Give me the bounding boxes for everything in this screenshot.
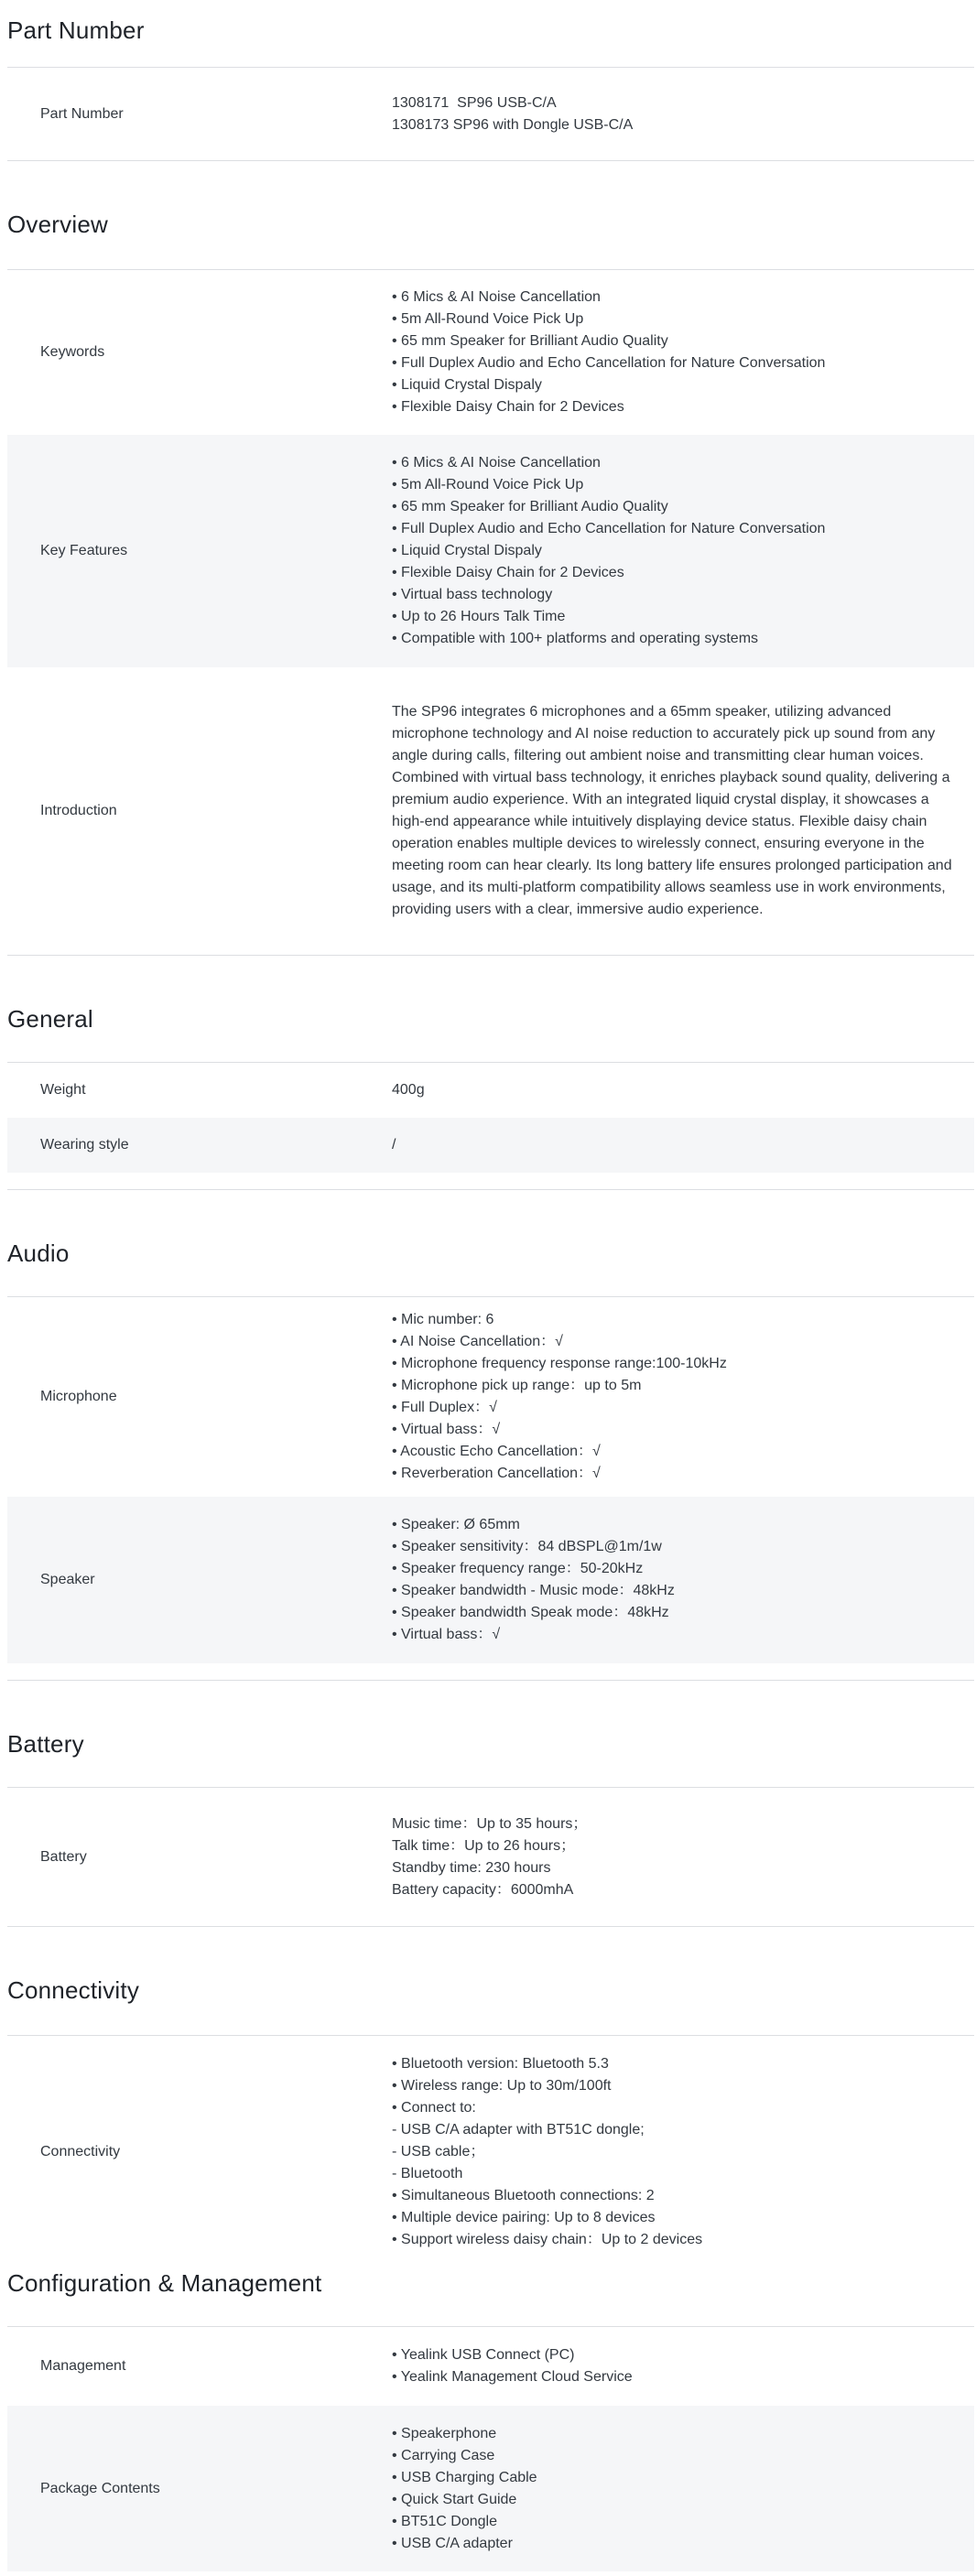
- section-title-battery: Battery: [7, 1681, 974, 1788]
- spec-line: • Connect to:: [392, 2099, 476, 2116]
- spec-value: [392, 2344, 974, 2388]
- spec-line: • AI Noise Cancellation：√: [392, 1334, 563, 1349]
- spec-line: • USB C/A adapter: [392, 2535, 513, 2551]
- spec-line: • Microphone frequency response range:100-10kHz: [392, 1356, 727, 1371]
- spec-line: • Mic number: 6: [392, 1312, 494, 1327]
- spec-line: - Bluetooth: [392, 2165, 463, 2181]
- spec-value: [392, 701, 974, 921]
- spec-line: • Speaker frequency range：50-20kHz: [392, 1561, 644, 1576]
- section-title-audio: Audio: [7, 1190, 974, 1297]
- spec-label: Introduction: [40, 803, 117, 818]
- spec-value: [392, 92, 974, 136]
- spec-line: • Virtual bass：√: [392, 1422, 501, 1437]
- spec-line: • Microphone pick up range：up to 5m: [392, 1378, 642, 1393]
- spec-label: Key Features: [40, 543, 128, 558]
- spec-value: [392, 1309, 974, 1485]
- spec-line: • 5m All-Round Voice Pick Up: [392, 311, 584, 327]
- spec-label: Battery: [40, 1848, 87, 1865]
- spec-line: • Up to 26 Hours Talk Time: [392, 609, 566, 624]
- spec-label: Management: [40, 2358, 126, 2374]
- spec-line: • 6 Mics & AI Noise Cancellation: [392, 289, 601, 305]
- spec-line: • Full Duplex：√: [392, 1400, 497, 1415]
- spec-label: Weight: [40, 1082, 86, 1098]
- spec-row-wearing-style: [7, 1118, 974, 1173]
- spec-line: • Multiple device pairing: Up to 8 devices: [392, 2209, 656, 2225]
- spec-line: • Speaker sensitivity：84 dBSPL@1m/1w: [392, 1539, 662, 1554]
- spec-row-introduction: [7, 667, 974, 955]
- spec-row-connectivity: [7, 2036, 974, 2268]
- section-title-configuration: Configuration & Management: [7, 2268, 974, 2327]
- spec-line: Music time：Up to 35 hours；: [392, 1815, 588, 1832]
- spec-line: /: [392, 1137, 396, 1153]
- spec-line: • Flexible Daisy Chain for 2 Devices: [392, 565, 624, 580]
- section-title-overview: Overview: [7, 161, 974, 270]
- spec-line: • USB Charging Cable: [392, 2469, 537, 2485]
- spec-row-management: [7, 2327, 974, 2406]
- spec-line: • Speaker bandwidth - Music mode：48kHz: [392, 1583, 675, 1598]
- section-title-connectivity: Connectivity: [7, 1927, 974, 2036]
- spec-line: • Liquid Crystal Dispaly: [392, 543, 542, 558]
- spec-line: - USB cable；: [392, 2143, 485, 2159]
- spec-label: Package Contents: [40, 2480, 160, 2496]
- spec-line: • Reverberation Cancellation：√: [392, 1466, 601, 1481]
- spec-line: • Speaker bandwidth Speak mode：48kHz: [392, 1605, 669, 1620]
- spec-row-speaker: [7, 1497, 974, 1663]
- spec-line: 1308173 SP96 with Dongle USB-C/A: [392, 116, 634, 133]
- spec-line: • 65 mm Speaker for Brilliant Audio Quality: [392, 333, 668, 349]
- spec-table-connectivity: [7, 2036, 974, 2268]
- spec-row-part-number: [7, 68, 974, 160]
- spec-line: • Virtual bass technology: [392, 587, 553, 602]
- spec-row-key-features: [7, 435, 974, 667]
- spec-row-microphone: [7, 1297, 974, 1497]
- spec-line: • Yealink Management Cloud Service: [392, 2369, 633, 2385]
- spec-row-weight: [7, 1063, 974, 1118]
- spec-table-part-number: [7, 68, 974, 161]
- spec-value: [392, 287, 974, 418]
- spec-line: • Bluetooth version: Bluetooth 5.3: [392, 2055, 609, 2072]
- spec-line: • Compatible with 100+ platforms and operating systems: [392, 631, 759, 646]
- spec-line: 1308171 SP96 USB-C/A: [392, 94, 557, 111]
- spec-line: • Liquid Crystal Dispaly: [392, 377, 542, 393]
- spec-value: [392, 1134, 974, 1156]
- spec-label: Part Number: [40, 105, 124, 122]
- spec-line: • Flexible Daisy Chain for 2 Devices: [392, 399, 624, 415]
- spec-line: • Support wireless daisy chain：Up to 2 devices: [392, 2231, 703, 2247]
- spec-table-audio: [7, 1297, 974, 1681]
- spec-line: 400g: [392, 1082, 425, 1098]
- spec-line: • BT51C Dongle: [392, 2513, 497, 2529]
- spec-row-keywords: [7, 270, 974, 435]
- spec-line: • Speakerphone: [392, 2425, 497, 2441]
- spec-label: Keywords: [40, 344, 105, 360]
- spec-label: Wearing style: [40, 1137, 129, 1153]
- spec-value: [392, 452, 974, 650]
- spec-line: • Wireless range: Up to 30m/100ft: [392, 2077, 612, 2094]
- spec-value: [392, 2053, 974, 2251]
- spec-line: Talk time：Up to 26 hours；: [392, 1837, 576, 1854]
- spec-value: [392, 1813, 974, 1901]
- spec-table-battery: [7, 1788, 974, 1927]
- spec-value: [392, 1514, 974, 1646]
- spec-line: • Virtual bass：√: [392, 1627, 501, 1642]
- spec-row-battery: [7, 1788, 974, 1926]
- spec-line: • Full Duplex Audio and Echo Cancellation for Nature Conversation: [392, 355, 826, 371]
- spec-table-configuration: [7, 2327, 974, 2571]
- spec-line: Battery capacity：6000mhA: [392, 1881, 574, 1898]
- spec-line: • Yealink USB Connect (PC): [392, 2347, 575, 2363]
- spec-line: • Acoustic Echo Cancellation：√: [392, 1444, 601, 1459]
- spec-line: • Quick Start Guide: [392, 2491, 517, 2507]
- spec-label: Microphone: [40, 1389, 117, 1404]
- spec-line: • 65 mm Speaker for Brilliant Audio Quality: [392, 499, 668, 514]
- spec-line: • Full Duplex Audio and Echo Cancellation for Nature Conversation: [392, 521, 826, 536]
- spec-line: • 6 Mics & AI Noise Cancellation: [392, 455, 601, 471]
- section-title-general: General: [7, 956, 974, 1063]
- spec-table-overview: [7, 270, 974, 956]
- spec-line: - USB C/A adapter with BT51C dongle;: [392, 2121, 645, 2138]
- spec-line: • Speaker: Ø 65mm: [392, 1517, 520, 1532]
- spec-label: Connectivity: [40, 2143, 121, 2159]
- section-title-part-number: Part Number: [7, 0, 974, 68]
- spec-line: • Carrying Case: [392, 2447, 495, 2463]
- spec-value: [392, 2423, 974, 2555]
- spec-table-general: [7, 1063, 974, 1190]
- spec-value: [392, 1079, 974, 1101]
- spec-label: Speaker: [40, 1572, 95, 1587]
- spec-line: • 5m All-Round Voice Pick Up: [392, 477, 584, 492]
- introduction-text: The SP96 integrates 6 microphones and a 65mm speaker, utilizing advanced microphone technology and AI noise reduction to accurately pick up sound from any angle during calls, filtering out ambient noise and transmitting clear human voices. Combined with virtual bass technology, it enriches playback sound quality, delivering a premium audio experience. With an integrated liquid crystal display, it showcases a high-end appearance while intuitively displaying device status. Flexible daisy chain operation enables multiple devices to wirelessly connect, ensuring everyone in the meeting room can hear clearly. Its long battery life ensures prolonged participation and usage, and its multi-platform compatibility allows seamless use in work environments, providing users with a clear, immersive audio experience.: [392, 704, 952, 917]
- spec-line: Standby time: 230 hours: [392, 1859, 551, 1876]
- spec-row-package-contents: [7, 2406, 974, 2571]
- spec-line: • Simultaneous Bluetooth connections: 2: [392, 2187, 655, 2203]
